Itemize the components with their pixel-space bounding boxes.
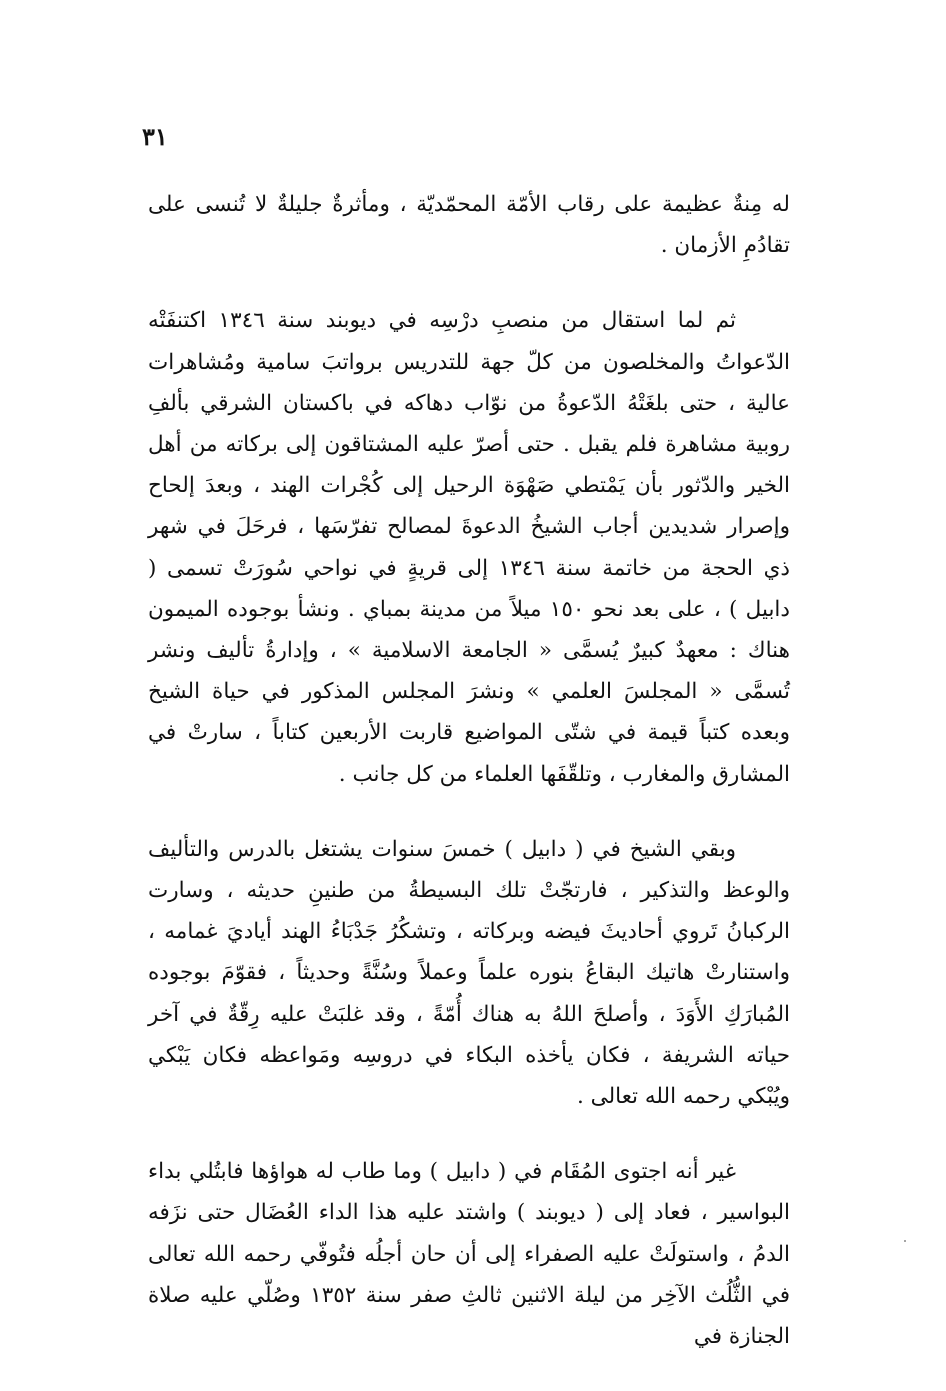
scan-speck: [904, 1240, 906, 1242]
paragraph-3: وبقي الشيخ في ( دابيل ) خمسَ سنوات يشتغل بالدرس والتأليف والوعظ والتذكير ، فارتجّتْ تلك البسيطةُ من طنينِ حديثه ، وسارت الركبانُ تَروي أحاديثَ فيضه وبركاته ، وتشكُرُ جَدْبَاءُ الهند أياديَ غمامه ، واستنارتْ هاتيك البقاعُ بنوره علماً وعملاً وسُنَّةً وحديثاً ، فقوّمَ بوجوده المُبارَكِ الأَوَدَ ، وأصلحَ اللهُ به هناك أُمّةً ، وقد غلبَتْ عليه رِقّةٌ في آخر حياته الشريفة ، فكان يأخذه البكاء في دروسِه ومَواعظه فكان يَبْكي ويُبْكي رحمه الله تعالى .: [148, 836, 790, 1110]
body-text: [148, 184, 790, 1391]
paragraph-1: له مِنةٌ عظيمة على رقاب الأمّة المحمّديّة ، ومأثرةٌ جليلةٌ لا تُنسى على تقادُمِ الأزمان .: [148, 192, 790, 259]
paragraph-2: ثم لما استقال من منصبِ درْسِه في ديوبند سنة ١٣٤٦ اكتنفَتْه الدّعواتُ والمخلصون من كلّ جهة للتدريس برواتبَ سامية ومُشاهرات عالية ، حتى بلغَتْهُ الدّعوةُ من نوّاب دهاكه في باكستان الشرقي بألفِ روبية مشاهرة فلم يقبل . حتى أصرّ عليه المشتاقون إلى بركاته من أهل الخير والدّثور بأن يَمْتطي صَهْوَة الرحيل إلى كُجْرات الهند ، وبعدَ إلحاح وإصرار شديدين أجاب الشيخُ الدعوةَ لمصالح تفرّسَها ، فرحَلَ في شهر ذي الحجة من خاتمة سنة ١٣٤٦ إلى قريةٍ في نواحي سُورَتْ تسمى ( دابيل ) ، على بعد نحو ١٥٠ ميلاً من مدينة بمباي . ونشأ بوجوده الميمون هناك : معهدٌ كبيرٌ يُسمَّى « الجامعة الاسلامية » ، وإدارةُ تأليف ونشر تُسمَّى « المجلسَ العلمي » ونشرَ المجلس المذكور في حياة الشيخ وبعده كتباً قيمة في شتّى المواضيع قاربت الأربعين كتاباً ، سارتْ في المشارق والمغارب ، وتلقّفَها العلماء من كل جانب .: [148, 308, 790, 787]
paragraph-4: غير أنه اجتوى المُقَام في ( دابيل ) وما طاب له هواؤها فابتُلي بداء البواسير ، فعاد إلى ( ديوبند ) واشتد عليه هذا الداء العُضَال حتى نزَفه الدمُ ، واستولَتْ عليه الصفراء إلى أن حان أجلُه فتُوفّي رحمه الله تعالى في الثُّلُث الآخِر من ليلة الاثنين ثالثِ صفر سنة ١٣٥٢ وصُلّي عليه صلاة الجنازة في: [148, 1159, 790, 1350]
page-number: ٣١: [142, 122, 168, 151]
